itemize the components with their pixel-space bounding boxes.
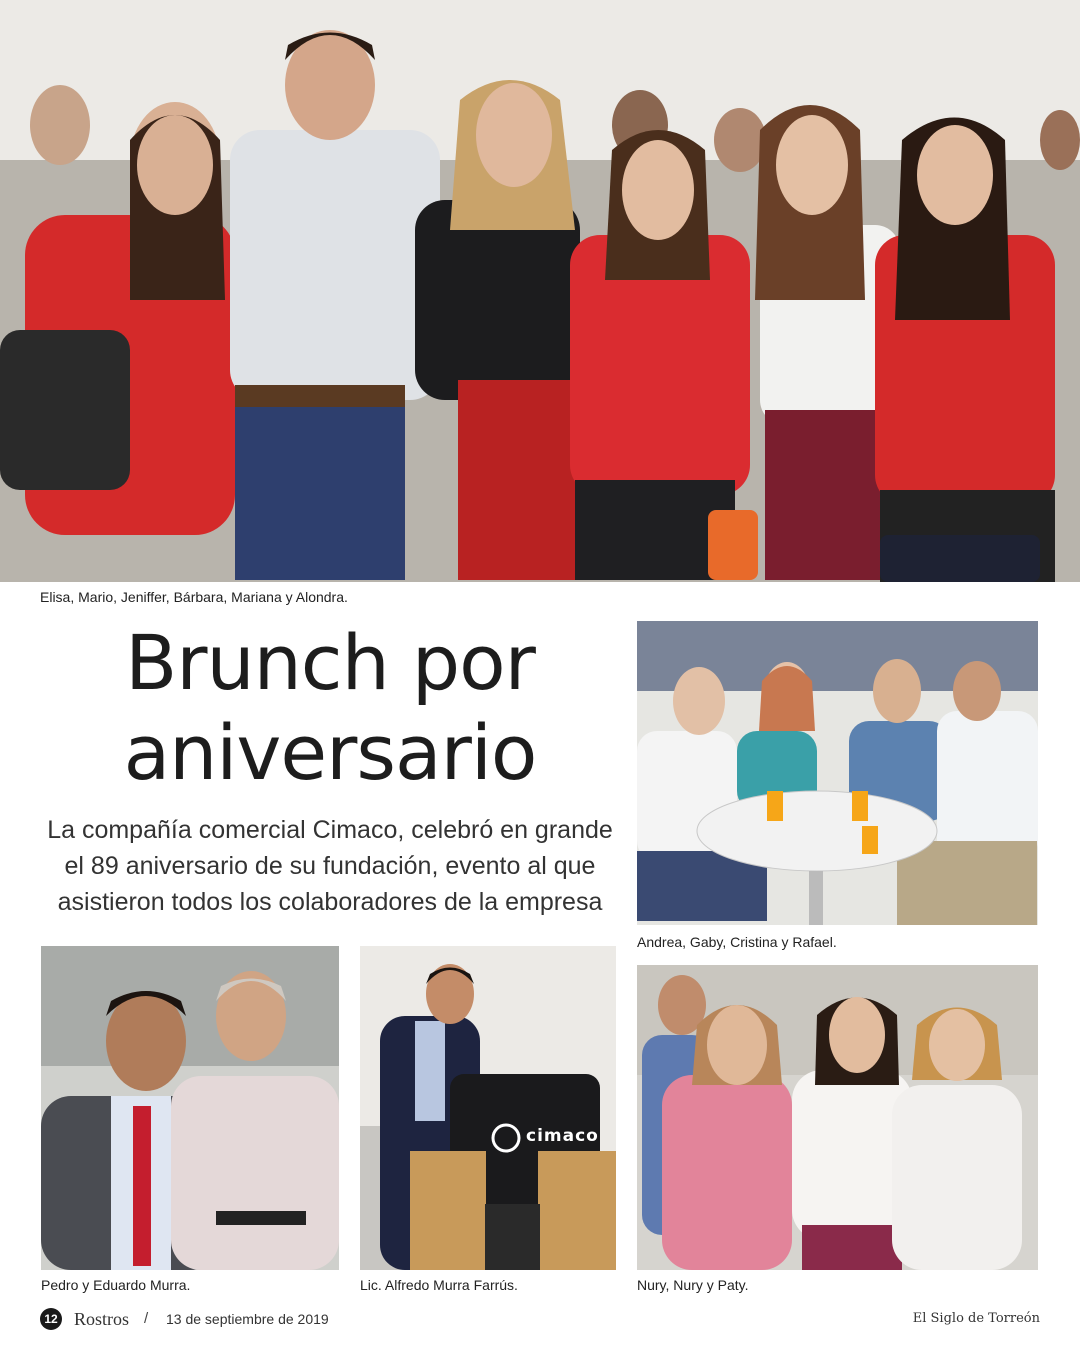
- issue-date: 13 de septiembre de 2019: [166, 1311, 329, 1327]
- pedro-eduardo-photo: [41, 946, 339, 1270]
- main-photo-caption: Elisa, Mario, Jeniffer, Bárbara, Mariana y Alondra.: [40, 589, 348, 605]
- pedro-photo-caption: Pedro y Eduardo Murra.: [41, 1277, 191, 1293]
- table-photo-caption: Andrea, Gaby, Cristina y Rafael.: [637, 934, 837, 950]
- nury-paty-photo: [637, 965, 1038, 1270]
- speaker-photo-caption: Lic. Alfredo Murra Farrús.: [360, 1277, 518, 1293]
- subheadline: La compañía comercial Cimaco, celebró en grande el 89 aniversario de su fundación, evento al que asistieron todos los colaboradores de la empresa: [47, 816, 613, 916]
- publication-name: Rostros: [74, 1309, 130, 1329]
- page-footer: [40, 1306, 1040, 1334]
- page-number: 12: [40, 1308, 62, 1330]
- main-group-photo: [0, 0, 1080, 582]
- podium-logo: cimaco: [526, 1126, 599, 1146]
- speaker-photo: [360, 946, 616, 1270]
- nury-photo-caption: Nury, Nury y Paty.: [637, 1277, 749, 1293]
- footer-separator: /: [144, 1310, 149, 1327]
- headline-line-2: aniversario: [123, 708, 537, 797]
- newspaper-logo: El Siglo de Torreón: [912, 1311, 1040, 1326]
- table-group-photo: [637, 621, 1038, 925]
- headline-line-1: Brunch por: [125, 618, 535, 707]
- headline: [40, 618, 620, 798]
